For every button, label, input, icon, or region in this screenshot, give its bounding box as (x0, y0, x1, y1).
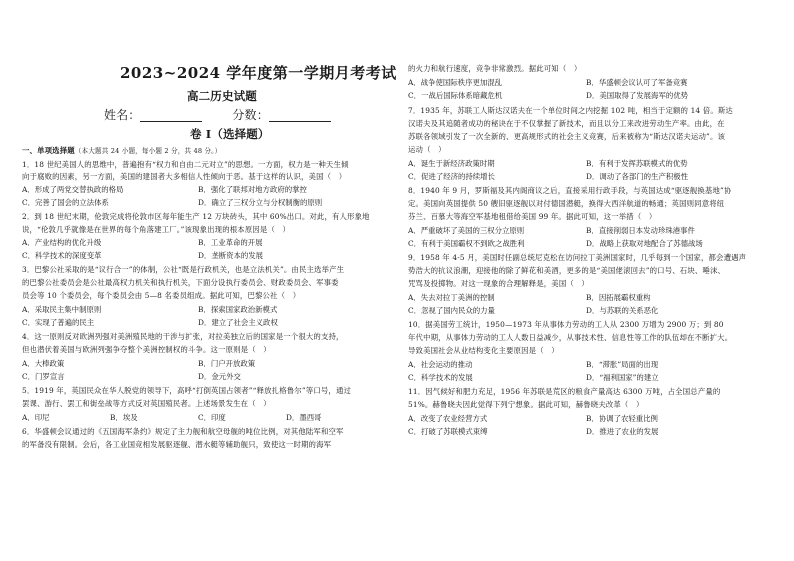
q3-line-1: 3．巴黎公社采取的是“议行合一”的体制，公社“既是行政机关，也是立法机关”。由民主选举产生 (22, 265, 345, 274)
q10-option-d[interactable]: D．“福利国家”的建立 (586, 373, 659, 382)
q2-option-a[interactable]: A．产业结构的优化升级 (22, 238, 102, 247)
q9-line-2: 势浩大的抗议浪潮，迎接他的除了鲜花和美酒，更多的是“美国佬滚回去”的口号、石块、唾沫、 (408, 266, 726, 275)
q5-option-d[interactable]: D．墨西哥 (286, 413, 322, 422)
q3-option-d[interactable]: D．建立了社会主义政权 (198, 318, 278, 327)
q2-line-2: 说，“伦敦几乎就像是在世界的每个角落建工厂。”该现象出现的根本原因是（ ） (22, 225, 291, 234)
q2-option-d[interactable]: D．垄断资本的发展 (198, 251, 264, 260)
q4-line-1: 4．这一原则反对欧洲列强对美洲殖民地的干涉与扩张，对拉美独立后的国家是一个很大的支持， (22, 332, 344, 341)
q4-option-a[interactable]: A．大棒政策 (22, 359, 65, 368)
q5-option-a[interactable]: A．印尼 (22, 413, 50, 422)
q8-option-b[interactable]: B．直接削弱日本发动珍珠港事件 (586, 226, 695, 235)
q6-line-3: 的火力和航行速度，竞争非常激烈。据此可知（ ） (408, 64, 582, 73)
q11-option-b[interactable]: B．协调了农轻重比例 (586, 414, 658, 423)
q9-option-b[interactable]: B．因拓展霸权重构 (586, 293, 651, 302)
instructions-note: （本大题共 24 小题，每小题 2 分，共 48 分。） (74, 147, 222, 155)
exam-subject: 高二历史试题 (187, 89, 257, 103)
section-title: 卷 I（选择题） (190, 127, 270, 141)
q1-option-b[interactable]: B．强化了联邦对地方政府的掌控 (198, 185, 307, 194)
q10-option-c[interactable]: C．科学技术的发展 (408, 373, 473, 382)
q7-option-a[interactable]: A．诞生于新经济政策时期 (408, 159, 495, 168)
q11-option-c[interactable]: C．打破了苏联模式束缚 (408, 427, 488, 436)
q9-option-a[interactable]: A．失去对拉丁美洲的控制 (408, 293, 495, 302)
q9-option-d[interactable]: D．与苏联的关系恶化 (586, 306, 659, 315)
q6-option-b[interactable]: B．华盛顿会议认可了军备竞赛 (586, 78, 688, 87)
q11-line-1: 11．因气候好和肥力充足，1956 年苏联是荒区的粮食产量高达 6300 万吨，占全国总产量的 (408, 387, 721, 396)
q8-option-a[interactable]: A．严重破坏了美国的三权分立原则 (408, 226, 525, 235)
q5-option-b[interactable]: B．埃及 (110, 413, 138, 422)
q10-line-1: 10．据美国劳工统计，1950—1973 年从事体力劳动的工人从 2300 万增为 2900 万；到 80 (408, 320, 724, 329)
name-blank[interactable] (140, 110, 202, 122)
q1-line-2: 向于腐败的因素，另一方面，美国的建国者大多相信人性倾向于恶。基于这样的认识，美国（ ） (22, 172, 347, 181)
q6-option-c[interactable]: C．一战后国际体系暗藏危机 (408, 91, 503, 100)
name-label: 姓名： (104, 108, 141, 122)
q5-option-c[interactable]: C．印度 (198, 413, 226, 422)
score-blank[interactable] (269, 110, 331, 122)
name-field (104, 108, 331, 122)
q4-option-d[interactable]: D．金元外交 (198, 372, 241, 381)
q10-line-2: 年代中期，从事体力劳动的工人人数日益减少，从事技术性、信息性等工作的队伍却在不断扩大。 (408, 333, 733, 342)
q3-option-c[interactable]: C．实现了普遍的民主 (22, 318, 95, 327)
q3-line-2: 的巴黎公社委员会是公社最高权力机关和执行机关，下面分设执行委员会、财政委员会、军事委 (22, 278, 339, 287)
q9-line-3: 咒骂及投掷物。对这一现象的合理解释是，美国（ ） (408, 279, 589, 288)
q6-line-1: 6．华盛顿会议通过的《五国海军条约》规定了主力舰和航空母舰的吨位比例，对其他陆军和空军 (22, 427, 344, 436)
q1-option-c[interactable]: C．完善了国会的立法体系 (22, 198, 109, 207)
score-label: 分数： (232, 108, 269, 122)
q5-line-2: 罢课、游行、罢工和街垒战等方式反对英国殖民者。上述场景发生在（ ） (22, 399, 271, 408)
q2-line-1: 2．到 18 世纪末期，伦敦完成将伦敦市区每年能生产 12 万块砖头，其中 60%出口。对此，有人形象地 (22, 212, 370, 221)
q8-line-2: 定。美国向英国提供 50 艘旧驱逐舰以对付德国潜艇，换得大西洋航道的畅通；英国则同意将纽 (408, 199, 725, 208)
q4-line-2: 但也潜伏着美国与欧洲列强争夺整个美洲控制权的斗争。这一原则是（ ） (22, 345, 271, 354)
instructions-head: 一、单项选择题 (22, 146, 75, 155)
q7-line-2: 汉诺夫及其追随者成功的秘诀在于不仅掌握了新技术，而且以分工来改进劳动生产率。由此，在 (408, 119, 725, 128)
q8-line-3: 芬兰、百慕大等海空军基地租借给美国 99 年。据此可知，这一举措（ ） (408, 212, 657, 221)
q10-option-a[interactable]: A．社会运动的推动 (408, 360, 473, 369)
q5-line-1: 5．1919 年，英国民众在华人脱党的领导下，高呼“打倒英国占领者”“释放扎格鲁尔”等口号，通过 (22, 386, 352, 395)
q8-option-d[interactable]: D．战略上获取对地配合了苏德战场 (586, 239, 703, 248)
q3-option-a[interactable]: A．采取民主集中制原则 (22, 305, 102, 314)
q11-option-d[interactable]: D．推进了农业的发展 (586, 427, 659, 436)
q7-line-4: 运动（ ） (408, 145, 446, 154)
q7-option-b[interactable]: B．有利于发挥苏联模式的优势 (586, 159, 688, 168)
q8-option-c[interactable]: C．有利于美国霸权不到欧之战胜利 (408, 239, 525, 248)
q1-option-a[interactable]: A．形成了两党交替执政的格局 (22, 185, 124, 194)
q2-option-b[interactable]: B．工业革命的开展 (198, 238, 263, 247)
q7-option-c[interactable]: C．促进了经济的持续增长 (408, 172, 495, 181)
exam-title: 2023~2024 学年度第一学期月考考试 (120, 64, 397, 82)
q10-option-b[interactable]: B．“滞胀”局面的出现 (586, 360, 659, 369)
q7-option-d[interactable]: D．调动了各部门的生产积极性 (586, 172, 689, 181)
q4-option-b[interactable]: B．门户开放政策 (198, 359, 256, 368)
q3-option-b[interactable]: B．探索国家政治新模式 (198, 305, 278, 314)
q9-line-1: 9．1958 年 4-5 月，美国时任副总统尼克松在访问拉丁美洲国家时，几乎每到一个国家，都会遭遇声 (408, 253, 747, 262)
q4-option-c[interactable]: C．门罗宣言 (22, 372, 65, 381)
q9-option-c[interactable]: C．忽视了国内民众的力量 (408, 306, 495, 315)
q11-line-2: 51%。赫鲁晓夫因此觉得下列宁想象。据此可知，赫鲁晓夫改革（ ） (408, 400, 644, 409)
q6-option-a[interactable]: A．战争使国际秩序更加混乱 (408, 78, 503, 87)
q2-option-c[interactable]: C．科学技术的深度变革 (22, 251, 102, 260)
q10-line-3: 导致美国社会从业结构变化主要原因是（ ） (408, 346, 559, 355)
q6-option-d[interactable]: D．美国取得了发展海军的优势 (586, 91, 689, 100)
q7-line-3: 苏联各领域引发了一次全新的、更高规形式的社会主义竞赛，后来被称为“斯达汉诺夫运动”。该 (408, 132, 726, 141)
q1-line-1: 1．18 世纪美国人的思维中，普遍抱有“权力和自由二元对立”的思想。一方面，权力是一种天生倾 (22, 160, 349, 169)
q8-line-1: 8．1940 年 9 月，罗斯福及其内阁商议之后，直接采用行政手段，与英国达成“驱逐舰换基地”协 (408, 186, 732, 195)
q3-line-3: 员会等 10 个委员会，每个委员会由 5—8 名委员组成。据此可知，巴黎公社（ ） (22, 291, 301, 300)
q11-option-a[interactable]: A．改变了农业经营方式 (408, 414, 488, 423)
instructions (22, 146, 221, 156)
q6-line-2: 的军备没有限制。会后，各工业国竞相发展驱逐舰、潜水艇等辅助舰只，致使这一时期的海军 (22, 440, 332, 449)
q1-option-d[interactable]: D．确立了三权分立与分权制衡的原则 (198, 198, 323, 207)
q7-line-1: 7．1935 年，苏联工人斯达汉诺夫在一个单位时间之内挖掘 102 吨，相当于定额的 14 倍。斯达 (408, 106, 733, 115)
